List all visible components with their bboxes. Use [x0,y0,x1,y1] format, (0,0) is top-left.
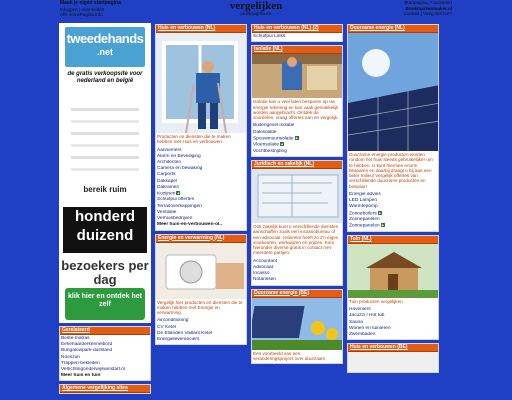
list-item[interactable]: Buitengevel isolatie [253,123,295,129]
list-item[interactable]: Zonnepanelen [349,217,380,223]
schuifpui-list [252,33,342,41]
panel-description: Tuin producten vergelijken [349,298,403,304]
list-item[interactable]: Wonen en tuinieren [349,325,391,331]
list-item[interactable]: Zonneboilers▲ [349,210,382,216]
header-left-line-1[interactable]: Maak je eigen startpagina [60,0,121,6]
juridisch-zakelijk-panel [251,160,343,286]
panel-header[interactable]: Duurzame energie (BE) [252,290,342,298]
solar-panels-photo[interactable] [348,33,438,151]
list-item[interactable]: Verlichtingonderwijswinstart.nl [61,367,125,373]
header-right-line-3[interactable]: Contact | Voeg link toe? [403,11,452,17]
list-item[interactable]: Terrasoverkappingen [157,203,202,209]
list-item[interactable]: Dakramen [157,184,180,190]
header-left-line-3[interactable]: Alle JouwPagina.info [60,12,103,18]
panel-header[interactable]: Duurzame energie (NL) [348,25,438,33]
list-item[interactable]: LED Lampen [349,198,377,204]
list-item[interactable]: Incasso [253,271,270,277]
solar-flowers-image [252,298,342,350]
new-badge-icon: ▲ [380,223,385,228]
insulation-image [252,54,342,98]
panel-header[interactable]: Huis en verbouwen (NL) [156,25,246,33]
energie-list [156,317,246,344]
gerelateerd-header: Gerelateerd [60,327,150,335]
isolatie-list [252,122,342,156]
gerelateerd-list [60,335,150,380]
list-item[interactable]: Kozijnen▲ [157,191,181,197]
top-header [0,0,512,22]
list-item[interactable]: Zonnepanelen▲ [349,223,385,229]
list-item[interactable]: Notarissen [253,277,276,283]
huis-verbouwen-list [156,147,246,230]
blueprint-image [252,169,342,223]
list-item[interactable]: Camera en bewaking [157,166,203,172]
list-item[interactable]: Noeszun [61,354,80,360]
site-subtitle[interactable]: jouwpagina.eu [240,12,272,17]
panel-body [348,352,438,372]
ad-tagline: de gratis verkoopsite voor nederland en belgië [67,71,143,84]
more-link[interactable]: Meer huis-en-verbouwen-ol.. [157,222,223,228]
garden-house-image [348,244,438,298]
panel-header[interactable]: Isolatie (NL) [252,46,342,54]
panel-description: Een voorbeeld van een veranderingsproject over duurzaam [253,350,326,361]
list-item[interactable]: Spouwmuurisolatie▲ [253,135,299,142]
list-item[interactable]: De Ellanden Vaillant Ketel [157,330,213,336]
panel-header[interactable]: Juridisch en zakelijk (NL) [252,161,342,169]
list-item[interactable]: Energie advies [349,192,381,198]
worker-window-image [156,33,246,133]
list-item[interactable]: Trappen-bekleden [61,360,100,366]
panel-header[interactable]: Huis en verbouwen (NL) (2) [252,25,342,33]
panel-description: Isolatie kan u veel laten besparen op uw energie rekening en kan vaak gemakkelijk worden aangebracht. Ontdek de voordelen, vraag offertes aan en vergelijk. [253,99,339,121]
algemeen-header[interactable]: Algemene vergelijking sites [60,385,150,393]
list-item[interactable]: Energieleveranciers [157,337,200,342]
list-item[interactable]: Accountant [253,258,278,264]
panel-header[interactable]: Huis en verbouwen (BE) [348,344,438,352]
isolatie-panel [251,45,343,157]
huis-verbouwen-nl2-panel [251,24,343,42]
list-item[interactable]: Beste-matras [61,336,90,341]
more-link[interactable]: Meer huis en tuin [61,373,101,379]
logo-text: tweedehands [66,31,144,46]
list-item[interactable]: Jacuzzi / Hot tub [349,313,385,319]
ad-reach-text: bereik ruim [83,185,127,194]
energie-verwarming-panel [155,234,247,346]
list-item[interactable]: Warmtepomp [349,204,378,210]
list-item[interactable]: Vloerisolatie▲ [253,142,284,148]
tweedehands-logo [65,27,145,67]
list-item[interactable]: Verhuisbedrijven [157,216,193,222]
list-item[interactable]: Dakkapel [157,178,177,184]
thermostat-photo[interactable] [156,243,246,299]
solar-panels-image [348,33,438,151]
list-item[interactable]: Schuifpui Links [253,34,286,39]
ad-big-number [63,207,147,253]
column-2 [251,24,343,367]
list-item[interactable]: Zwembaden [349,331,376,337]
list-item[interactable]: Hoveniers [349,307,371,313]
huis-verbouwen-nl-panel [155,24,247,231]
list-item[interactable]: Bungalowpark-duitsland [61,348,113,354]
new-badge-icon: ▲ [378,210,382,215]
column-3 [347,24,439,376]
panel-description: Duurzame energie producten worden rondom het huis steeds gebruikelijker om te hebben. U kunt hiermee enorm besparen en daarbij draagt u bij aan een beter milieu! Vergelijk offertes van verschillende duurzame producten en bespaar! [349,152,433,189]
tuin-list [348,306,438,339]
panel-description: Vergelijk hier producten en diensten die te maken hebben met Energie en verwarming. [157,299,243,316]
list-item[interactable]: Advocaat [253,264,274,270]
list-item[interactable]: Airconditioning [157,318,189,324]
list-item[interactable]: Vochtbestrijding [253,148,287,154]
header-right-line-2[interactable]: Bookmarkenmaker.nl [405,5,452,11]
header-left-line-2[interactable]: Inloggen | Aanmelden [60,6,105,12]
list-item[interactable]: Ventilatie [157,209,177,215]
big-line-2: duizend [76,227,134,244]
big-line-1: honderd [75,208,135,225]
logo-suffix: .net [96,47,113,57]
tuin-panel [347,235,439,340]
insulation-photo[interactable] [252,54,342,98]
blueprint-photo[interactable] [252,169,342,223]
solar-flowers-photo[interactable] [252,298,342,350]
thermostat-image [156,243,246,299]
list-item[interactable]: Sauna [349,319,363,325]
huis-verbouwen-be-panel [347,343,439,373]
list-item[interactable]: Dakisolatie [253,129,277,135]
left-lower-column [59,326,151,397]
gerelateerd-panel [59,326,151,381]
list-item[interactable]: Aannemers [157,147,182,153]
new-badge-icon: ▲ [176,191,181,196]
duurzaam-list [348,191,438,231]
panel-header[interactable]: Energie en verwarming (NL) [156,235,246,243]
garden-house-photo[interactable] [348,244,438,298]
new-badge-icon: ▲ [280,142,284,147]
algemeen-panel [59,384,151,394]
panel-header[interactable]: Tuin (NL) [348,236,438,244]
list-item[interactable]: CV Ketel [157,324,176,330]
duurzame-energie-nl-panel [347,24,439,232]
panel-description: Ook zakelijk kunt u verschillende diensten aanschaffen zoals een incassobureau of een advocaat. Iedereen heeft zo z'n eigen voorkeuren, werkwijzen en prijzen. Kom hieronder diverse gratis in contact met meerdere partijen. [253,223,339,256]
site-title[interactable]: vergelijken [229,0,283,12]
header-right-links [404,0,452,17]
list-item[interactable]: Alarm en Beveiliging [157,153,201,159]
list-item[interactable]: Schuifpui offertes [157,197,194,203]
list-item[interactable]: Architecten [157,160,181,165]
column-1 [155,24,247,348]
worker-window-photo[interactable] [156,33,246,133]
tweedehands-ad-banner[interactable] [59,23,151,323]
ad-arrows-graphic [63,98,147,178]
header-right-line-1[interactable]: Startpagina, Favorieten [404,0,452,5]
list-item[interactable]: Eefiehaarderkennelbord [61,342,113,348]
ad-cta-button[interactable]: klik hier en ontdek het zelf [65,288,145,320]
ad-visitors-text: bezoekers per dag [61,258,149,287]
juridisch-list [252,258,342,285]
duurzame-energie-be-panel [251,289,343,365]
panel-description: Producten en diensten die te maken hebben met Huis en verbouwen. [157,134,231,145]
list-item[interactable]: Carports [157,172,176,178]
new-badge-icon: ▲ [294,135,299,140]
